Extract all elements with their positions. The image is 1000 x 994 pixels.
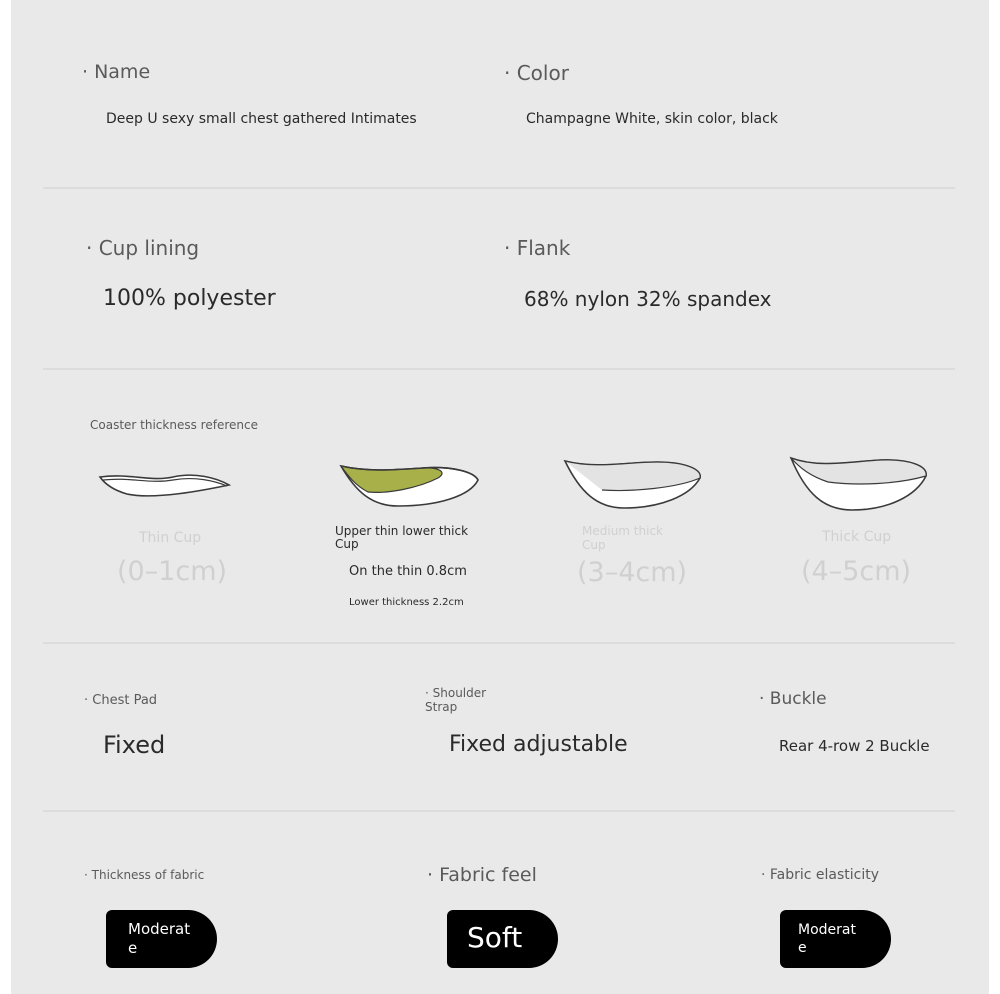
fabric-feel-label: · Fabric feel (427, 864, 537, 886)
medium-cup-range: (3–4cm) (577, 557, 688, 588)
chest-pad-label: · Chest Pad (84, 693, 158, 708)
shoulder-strap-value: Fixed adjustable (449, 732, 628, 757)
upper-thin-cup-name: Upper thin lower thick Cup (335, 524, 469, 551)
fabric-feel-value: Soft (467, 921, 523, 954)
divider (43, 810, 955, 812)
upper-thin-note: On the thin 0.8cm (349, 564, 467, 579)
thin-cup-name: Thin Cup (139, 530, 202, 546)
fabric-thickness-label: · Thickness of fabric (84, 868, 205, 882)
thin-cup-icon (95, 468, 235, 500)
medium-cup-name: Medium thick Cup (582, 524, 663, 552)
color-value: Champagne White, skin color, black (526, 111, 778, 127)
fabric-thickness-value: Moderat e (128, 920, 191, 957)
medium-thick-cup-icon (562, 456, 707, 512)
lower-thick-note: Lower thickness 2.2cm (349, 597, 464, 608)
chest-pad-value: Fixed (103, 731, 166, 759)
upper-thin-lower-thick-cup-icon (338, 462, 483, 512)
flank-label: · Flank (504, 236, 571, 260)
buckle-value: Rear 4-row 2 Buckle (779, 737, 930, 755)
thick-cup-name: Thick Cup (822, 529, 892, 545)
divider (43, 368, 955, 370)
thick-cup-icon (788, 454, 933, 514)
flank-value: 68% nylon 32% spandex (524, 287, 772, 311)
shoulder-strap-label: · Shoulder Strap (425, 686, 487, 714)
thickness-title: Coaster thickness reference (90, 418, 258, 432)
buckle-label: · Buckle (759, 689, 827, 709)
name-label: · Name (82, 61, 151, 83)
fabric-elasticity-value: Moderat e (798, 922, 856, 956)
thin-cup-range: (0–1cm) (117, 556, 228, 587)
divider (43, 642, 955, 644)
color-label: · Color (504, 61, 569, 85)
cup-lining-label: · Cup lining (86, 236, 200, 260)
fabric-elasticity-label: · Fabric elasticity (761, 867, 880, 883)
cup-lining-value: 100% polyester (103, 286, 276, 311)
thick-cup-range: (4–5cm) (801, 556, 912, 587)
divider (43, 187, 955, 189)
name-value: Deep U sexy small chest gathered Intimates (106, 111, 417, 127)
